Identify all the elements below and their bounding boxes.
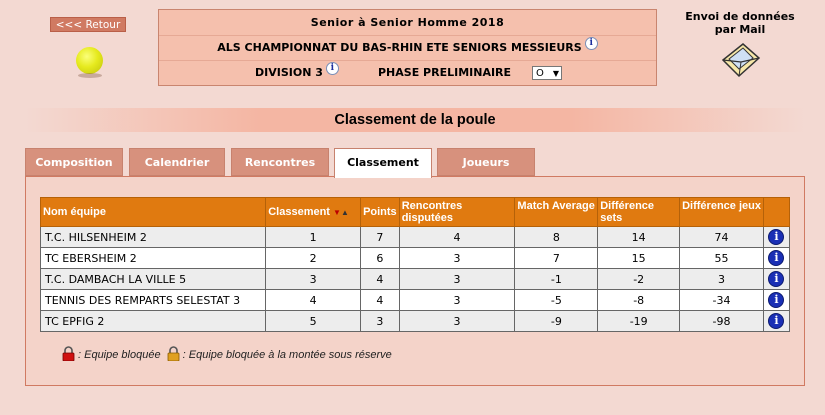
team-matches: 3 xyxy=(399,269,515,290)
team-rank: 2 xyxy=(266,248,361,269)
team-name: T.C. DAMBACH LA VILLE 5 xyxy=(41,269,266,290)
team-points: 6 xyxy=(361,248,400,269)
tab-composition[interactable]: Composition xyxy=(25,148,123,176)
header-info xyxy=(763,198,789,227)
header-matches: Rencontres disputées xyxy=(399,198,515,227)
team-sets: 15 xyxy=(598,248,680,269)
division-phase-row xyxy=(159,60,656,87)
team-sets: 14 xyxy=(598,227,680,248)
competition-header xyxy=(158,9,657,86)
header-points: Points xyxy=(361,198,400,227)
team-games: -34 xyxy=(680,290,764,311)
team-points: 7 xyxy=(361,227,400,248)
tab-joueurs[interactable]: Joueurs xyxy=(437,148,535,176)
phase-label: PHASE PRELIMINAIRE xyxy=(378,66,512,79)
team-rank: 3 xyxy=(266,269,361,290)
back-button[interactable]: <<< Retour xyxy=(50,17,126,32)
team-matches: 3 xyxy=(399,290,515,311)
info-icon[interactable]: i xyxy=(768,250,784,266)
info-icon[interactable]: i xyxy=(768,229,784,245)
tennis-ball-shadow xyxy=(78,73,102,78)
table-row xyxy=(41,290,790,311)
team-average: 7 xyxy=(515,248,598,269)
info-icon[interactable]: i xyxy=(768,271,784,287)
mail-envelope-icon[interactable] xyxy=(721,40,761,82)
chevron-down-icon: ▼ xyxy=(552,69,559,78)
team-info-cell xyxy=(763,311,789,332)
team-rank: 4 xyxy=(266,290,361,311)
team-matches: 3 xyxy=(399,248,515,269)
header-average: Match Average xyxy=(515,198,598,227)
sort-asc-icon[interactable]: ▲ xyxy=(340,207,349,217)
tab-rencontres[interactable]: Rencontres xyxy=(231,148,329,176)
legend-blocked-reserve: : Equipe bloquée à la montée sous réserve xyxy=(182,349,392,361)
phase-select[interactable] xyxy=(532,66,562,80)
team-points: 4 xyxy=(361,290,400,311)
header-rank-label: Classement xyxy=(268,205,330,218)
team-sets: -19 xyxy=(598,311,680,332)
team-average: -9 xyxy=(515,311,598,332)
team-rank: 1 xyxy=(266,227,361,248)
team-rank: 5 xyxy=(266,311,361,332)
table-row xyxy=(41,269,790,290)
team-info-cell xyxy=(763,248,789,269)
competition-name-row xyxy=(159,35,656,61)
division-label-wrap xyxy=(255,60,339,85)
table-row xyxy=(41,227,790,248)
tab-calendrier[interactable]: Calendrier xyxy=(129,148,225,176)
phase-select-value: O xyxy=(536,68,544,79)
team-average: 8 xyxy=(515,227,598,248)
team-points: 3 xyxy=(361,311,400,332)
mail-title[interactable] xyxy=(680,10,800,36)
ranking-table xyxy=(40,197,790,332)
team-matches: 4 xyxy=(399,227,515,248)
mail-title-line1: Envoi de données xyxy=(685,10,795,23)
team-games: 55 xyxy=(680,248,764,269)
team-games: 74 xyxy=(680,227,764,248)
header-team: Nom équipe xyxy=(41,198,266,227)
team-info-cell xyxy=(763,269,789,290)
sort-desc-icon[interactable]: ▼ xyxy=(333,207,341,217)
header-games: Différence jeux xyxy=(680,198,764,227)
team-info-cell xyxy=(763,290,789,311)
team-name: TC EBERSHEIM 2 xyxy=(41,248,266,269)
info-icon[interactable]: i xyxy=(768,313,784,329)
division-label: DIVISION 3 xyxy=(255,66,323,79)
tab-classement[interactable]: Classement xyxy=(334,148,432,178)
header-sets: Différence sets xyxy=(598,198,680,227)
red-lock-icon xyxy=(62,346,75,361)
team-info-cell xyxy=(763,227,789,248)
team-average: -1 xyxy=(515,269,598,290)
team-name: T.C. HILSENHEIM 2 xyxy=(41,227,266,248)
mail-title-line2: par Mail xyxy=(714,23,766,36)
team-points: 4 xyxy=(361,269,400,290)
header-rank[interactable] xyxy=(266,198,361,227)
legend xyxy=(62,346,392,361)
legend-blocked: : Equipe bloquée xyxy=(78,349,161,361)
team-games: -98 xyxy=(680,311,764,332)
division-info-icon[interactable]: i xyxy=(326,62,339,75)
team-name: TENNIS DES REMPARTS SELESTAT 3 xyxy=(41,290,266,311)
table-header-row xyxy=(41,198,790,227)
table-row xyxy=(41,248,790,269)
info-icon[interactable]: i xyxy=(768,292,784,308)
page-title: Classement de la poule xyxy=(334,112,496,128)
tennis-ball-icon xyxy=(76,47,103,74)
team-games: 3 xyxy=(680,269,764,290)
table-row xyxy=(41,311,790,332)
competition-category: Senior à Senior Homme 2018 xyxy=(159,10,656,36)
orange-lock-icon xyxy=(167,346,180,361)
team-sets: -2 xyxy=(598,269,680,290)
team-matches: 3 xyxy=(399,311,515,332)
team-sets: -8 xyxy=(598,290,680,311)
team-name: TC EPFIG 2 xyxy=(41,311,266,332)
competition-name: ALS CHAMPIONNAT DU BAS-RHIN ETE SENIORS MESSIEURS xyxy=(217,41,582,54)
competition-info-icon[interactable]: i xyxy=(585,37,598,50)
team-average: -5 xyxy=(515,290,598,311)
